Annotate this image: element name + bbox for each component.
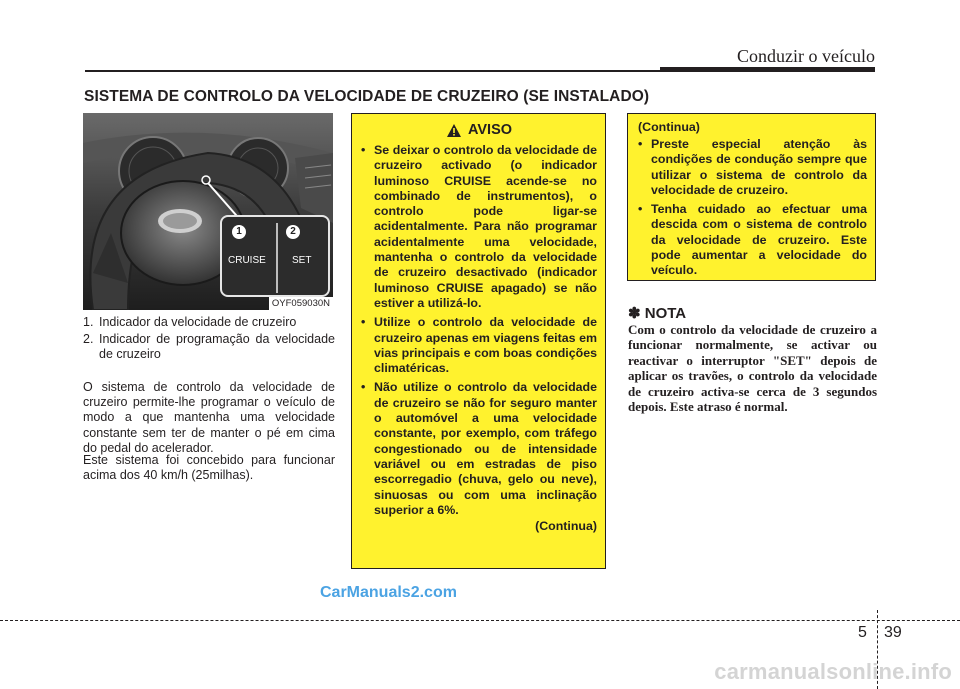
watermark-link[interactable]: CarManuals2.com (320, 584, 457, 601)
steering-wheel-figure (83, 113, 333, 310)
note-asterisk-icon: ✽ (628, 305, 641, 322)
header-rule-thick (660, 67, 875, 72)
warning-bullets (361, 143, 597, 518)
cruise-indicator-label: CRUISE (228, 255, 266, 266)
intro-paragraph: O sistema de controlo da velocidade de cruzeiro permite-lhe programar o veículo de modo a que mantenha uma velocidade constante sem ter de manter o pé em cima do pedal do acelerador. (83, 380, 335, 455)
bullet-text: Não utilize o controlo da velocidade de cruzeiro se não for seguro manter o automóvel a uma velocidade constante, por exemplo, com tráfego congestionado ou de intensidade variável ou em estradas de piso escorregadio (chuva, gelo ou neve), sinuosas ou com uma inclinação superior a 6%. (374, 380, 597, 517)
bullet-text: Se deixar o controlo da velocidade de cruzeiro activado (o indicador luminoso CRUISE acende-se no combinado de instrumentos), o controlo pode ligar-se acidentalmente. Para não programar acidentalmente uma velocidade, mantenha o controlo da velocidade de cruzeiro desactivado (indicador luminoso CRUISE apagado) se não estiver a utilizá-lo. (374, 143, 597, 310)
list-item-number: 2. (83, 332, 94, 346)
list-item (361, 380, 597, 518)
warning-box (351, 113, 606, 569)
page-header (0, 0, 960, 80)
callout-number-1: 1 (232, 225, 246, 239)
figure-code: OYF059030N (269, 297, 333, 310)
bullet: • (361, 380, 366, 395)
set-indicator-label: SET (292, 255, 312, 266)
bullet: • (361, 143, 366, 157)
footer-rule (0, 620, 960, 621)
list-item-text: Indicador da velocidade de cruzeiro (99, 315, 297, 329)
warning-triangle-icon (446, 123, 462, 138)
continuation-heading: (Continua) (638, 120, 700, 134)
list-item (361, 143, 597, 311)
list-item (638, 137, 867, 198)
list-item-number: 1. (83, 315, 94, 329)
warning-header (361, 121, 597, 139)
bullet: • (638, 137, 643, 151)
bullet-text: Tenha cuidado ao efectuar uma descida com o sistema de controlo da velocidade de cruzeiro. Este pode aumentar a velocidade do veículo. (651, 202, 867, 278)
continuation-box (627, 113, 876, 281)
callout-number-2: 2 (286, 225, 300, 239)
callout-panel (220, 215, 330, 297)
list-item (83, 332, 335, 362)
bullet: • (638, 202, 643, 217)
header-title: Conduzir o veículo (737, 46, 875, 66)
list-item-text: Indicador de programação da velocidade de cruzeiro (99, 332, 335, 361)
speed-paragraph: Este sistema foi concebido para funcionar acima dos 40 km/h (25milhas). (83, 453, 335, 483)
callout-divider (276, 223, 278, 293)
note-title: NOTA (644, 305, 687, 322)
section-title: SISTEMA DE CONTROLO DA VELOCIDADE DE CRUZEIRO (SE INSTALADO) (84, 88, 650, 105)
continuation-bullets (638, 137, 867, 279)
bullet-text: Utilize o controlo da velocidade de cruzeiro apenas em viagens feitas em vias principais e com boas condições climatéricas. (374, 315, 597, 376)
note-text: Com o controlo da velocidade de cruzeiro a funcionar normalmente, se activar ou reactivar o interruptor "SET" depois de aplicar os travões, o controlo da velocidade de cruzeiro activa-se cerca de 3 segundos depois. Este atraso é normal. (628, 322, 877, 415)
indicator-list (83, 315, 335, 362)
bullet: • (361, 315, 366, 330)
page-number: 39 (884, 624, 902, 641)
chapter-number: 5 (858, 624, 867, 641)
footer-site-watermark[interactable]: carmanualsonline.info (714, 659, 952, 684)
list-item (83, 315, 335, 330)
warning-title: AVISO (467, 122, 513, 138)
list-item (361, 315, 597, 376)
bullet-text: Preste especial atenção às condições de condução sempre que utilizar o sistema de controlo da velocidade de cruzeiro. (651, 137, 867, 197)
list-item (638, 202, 867, 278)
continued-label: (Continua) (535, 519, 597, 534)
note-heading (628, 304, 686, 322)
